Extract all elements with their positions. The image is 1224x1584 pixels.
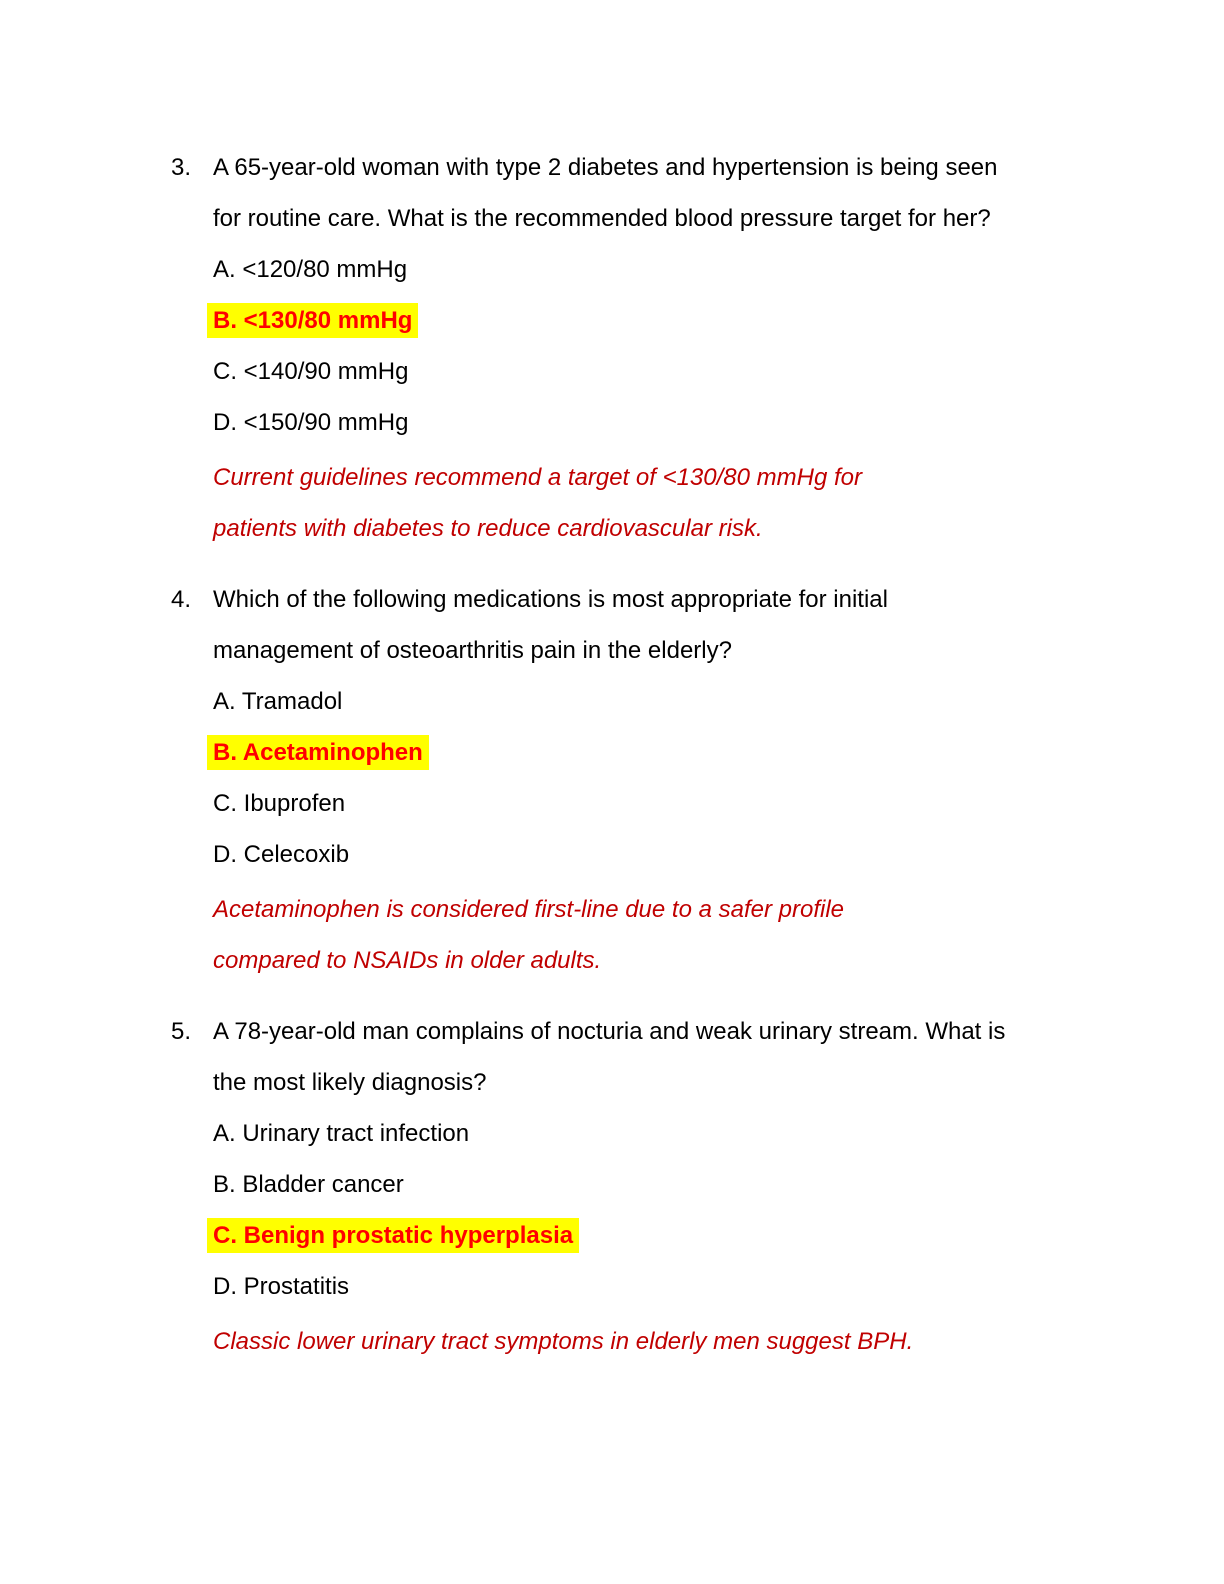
explanation — [171, 884, 1104, 986]
answer-option-text: B. Bladder cancer — [213, 1171, 404, 1198]
answer-option-text: D. Prostatitis — [213, 1273, 350, 1300]
answer-option-text: A. <120/80 mmHg — [213, 256, 408, 283]
answer-option-text: D. <150/90 mmHg — [213, 409, 409, 436]
question-text-line — [171, 1057, 1104, 1108]
answer-option — [171, 676, 1104, 727]
question-text-line — [171, 1006, 1104, 1057]
answer-option — [171, 1159, 1104, 1210]
question-text-line — [171, 142, 1104, 193]
question-block-5 — [171, 1006, 1104, 1367]
answer-option — [171, 397, 1104, 448]
question-number: 5. — [171, 1018, 192, 1045]
answer-option — [171, 829, 1104, 880]
question-block-4 — [171, 574, 1104, 986]
correct-answer-highlight: B. Acetaminophen — [207, 735, 429, 770]
question-text: Which of the following medications is most appropriate for initial — [213, 586, 888, 613]
explanation-line: Current guidelines recommend a target of <130/80 mmHg for — [213, 464, 862, 491]
answer-option — [171, 244, 1104, 295]
question-text-line — [171, 574, 1104, 625]
question-number: 4. — [171, 586, 192, 613]
question-text: for routine care. What is the recommended blood pressure target for her? — [213, 205, 991, 232]
explanation — [171, 1316, 1104, 1367]
question-text: the most likely diagnosis? — [213, 1069, 487, 1096]
question-number: 3. — [171, 154, 192, 181]
correct-answer-highlight: B. <130/80 mmHg — [207, 303, 418, 338]
answer-option — [171, 778, 1104, 829]
answer-option — [171, 727, 1104, 778]
explanation-line: compared to NSAIDs in older adults. — [213, 947, 602, 974]
answer-option-text: D. Celecoxib — [213, 841, 350, 868]
question-text: management of osteoarthritis pain in the elderly? — [213, 637, 732, 664]
answer-option — [171, 295, 1104, 346]
answer-option-text: C. Ibuprofen — [213, 790, 346, 817]
question-text: A 78-year-old man complains of nocturia and weak urinary stream. What is — [213, 1018, 1006, 1045]
question-text-line — [171, 193, 1104, 244]
explanation-line: Classic lower urinary tract symptoms in elderly men suggest BPH. — [213, 1328, 914, 1355]
question-text: A 65-year-old woman with type 2 diabetes and hypertension is being seen — [213, 154, 998, 181]
question-block-3 — [171, 142, 1104, 554]
answer-option-text: A. Tramadol — [213, 688, 343, 715]
answer-option — [171, 1108, 1104, 1159]
answer-option-text: A. Urinary tract infection — [213, 1120, 470, 1147]
answer-option — [171, 1210, 1104, 1261]
question-text-line — [171, 625, 1104, 676]
explanation-line: patients with diabetes to reduce cardiovascular risk. — [213, 515, 763, 542]
answer-option-text: C. <140/90 mmHg — [213, 358, 409, 385]
explanation-line: Acetaminophen is considered first-line due to a safer profile — [213, 896, 845, 923]
answer-option — [171, 1261, 1104, 1312]
answer-option — [171, 346, 1104, 397]
explanation — [171, 452, 1104, 554]
correct-answer-highlight: C. Benign prostatic hyperplasia — [207, 1218, 579, 1253]
